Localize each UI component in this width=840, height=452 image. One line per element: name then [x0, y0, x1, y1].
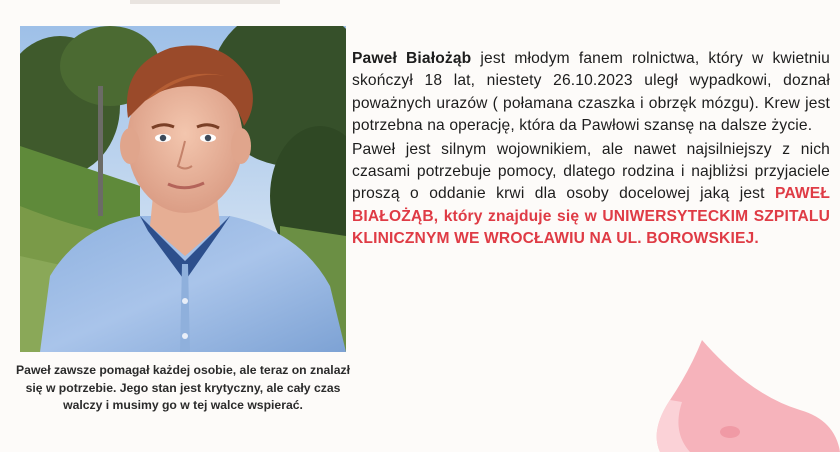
- request-text: Paweł jest silnym wojownikiem, ale nawet najsilniejszy z nich czasami potrzebuje pomocy, dlatego rodzina i najbliżsi przyjaciele proszą o oddanie krwi dla osoby docelowej jaką jest: [352, 140, 830, 203]
- intro-text: jest młodym fanem rolnictwa, który w kwietniu skończył 18 lat, niestety 26.10.2023 uległ wypadkowi, doznał poważnych urazów ( połamana czaszka i obrzęk mózgu). Krew jest potrzebna na operację, która da Pawłowi szansę na dalsze życie.: [352, 50, 831, 135]
- paragraph-request: [352, 139, 830, 251]
- portrait-photo: [20, 26, 346, 352]
- top-decor-bar: [130, 0, 280, 4]
- paragraph-intro: [352, 48, 830, 138]
- appeal-text: [352, 48, 830, 251]
- blood-drop-icon: [610, 340, 840, 452]
- photo-caption: Paweł zawsze pomagał każdej osobie, ale teraz on znalazł się w potrzebie. Jego stan jest krytyczny, ale cały czas walczy i musimy go w tej walce wspierać.: [16, 363, 350, 413]
- person-name: Paweł Białożąb: [352, 50, 472, 67]
- highlight-text: PAWEŁ BIAŁOŻĄB, który znajduje się w UNIWERSYTECKIM SZPITALU KLINICZNYM WE WROCŁAWIU NA UL. BOROWSKIEJ.: [352, 185, 830, 248]
